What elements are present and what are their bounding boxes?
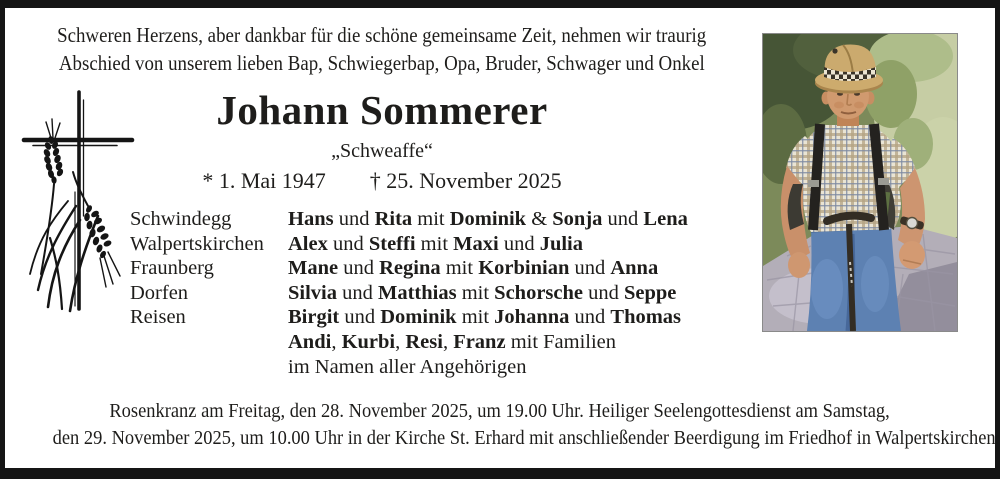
- mourner-row: [130, 207, 760, 232]
- mourner-names: Mane und Regina mit Korbinian und Anna: [288, 257, 659, 280]
- intro-line-2: Abschied von unserem lieben Bap, Schwiegerbap, Opa, Bruder, Schwager und Onkel: [59, 51, 705, 75]
- mourner-place: Fraunberg: [130, 257, 214, 280]
- deceased-nickname: „Schweaffe“: [331, 140, 433, 162]
- mourner-row: [130, 330, 760, 355]
- mourner-place: Walpertskirchen: [130, 232, 264, 255]
- mourners-list: [130, 207, 760, 379]
- funeral-details: [0, 398, 1000, 452]
- funeral-line-2: den 29. November 2025, um 10.00 Uhr in der Kirche St. Erhard mit anschließender Beerdigung im Friedhof in Walpertskirchen.: [52, 427, 1000, 449]
- mourner-names: Hans und Rita mit Dominik & Sonja und Lena: [288, 208, 688, 230]
- funeral-line-1: Rosenkranz am Freitag, den 28. November 2025, um 19.00 Uhr. Heiliger Seelengottesdienst am Samstag,: [109, 400, 891, 422]
- mourner-names: Silvia und Matthias mit Schorsche und Seppe: [288, 281, 677, 304]
- mourner-place: [130, 355, 288, 380]
- mourner-row: [130, 256, 760, 281]
- deceased-name: Johann Sommerer: [216, 87, 548, 133]
- portrait-photo: [762, 33, 958, 332]
- intro-line-1: Schweren Herzens, aber dankbar für die schöne gemeinsame Zeit, nehmen wir traurig: [57, 23, 707, 47]
- birth-date: * 1. Mai 1947: [202, 168, 326, 193]
- mourner-place: [130, 330, 288, 355]
- mourner-names: Andi, Kurbi, Resi, Franz mit Familien: [288, 330, 617, 353]
- mourner-place: Dorfen: [130, 281, 189, 304]
- life-dates: [8, 168, 756, 194]
- mourner-row: [130, 232, 760, 257]
- mourner-place: Schwindegg: [130, 208, 232, 230]
- death-date: † 25. November 2025: [369, 168, 562, 193]
- mourner-row: [130, 355, 760, 380]
- mourner-names: im Namen aller Angehörigen: [288, 355, 527, 378]
- intro-text: [8, 21, 756, 77]
- mourner-place: Reisen: [130, 306, 186, 329]
- mourner-names: Birgit und Dominik mit Johanna und Thomas: [288, 306, 682, 329]
- portrait-photo-image: [763, 34, 957, 331]
- mourner-row: [130, 305, 760, 330]
- mourner-names: Alex und Steffi mit Maxi und Julia: [288, 232, 583, 255]
- mourner-row: [130, 281, 760, 306]
